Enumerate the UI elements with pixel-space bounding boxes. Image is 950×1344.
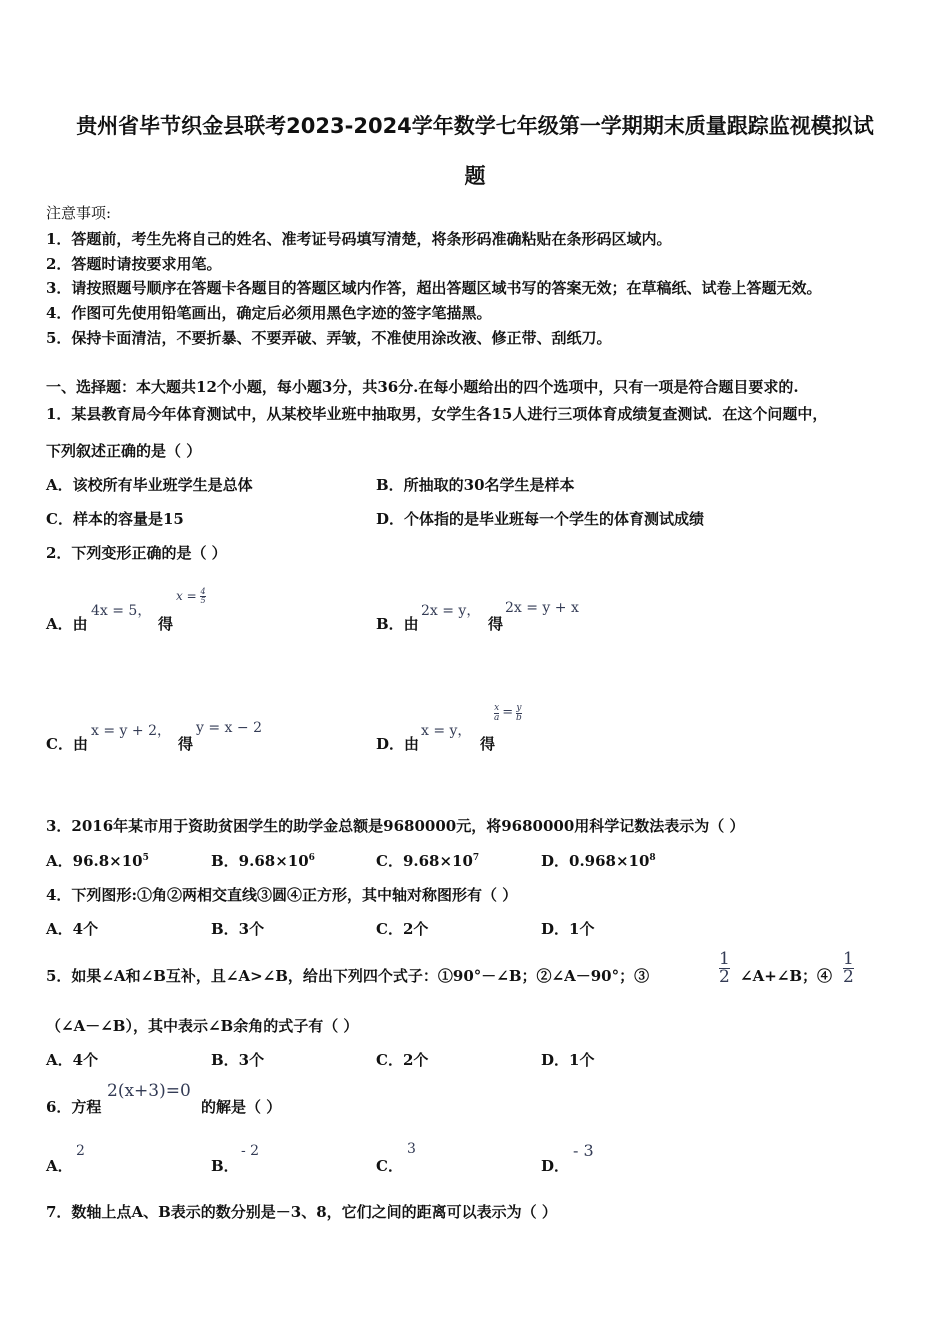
question-6-stem-suffix: 的解是（ ）: [201, 1098, 282, 1116]
question-6-stem-prefix: 6．方程: [46, 1098, 102, 1116]
q4-option-a: A．4个: [46, 920, 99, 938]
q5-option-a: A．4个: [46, 1051, 99, 1069]
page-title-continued: 题: [464, 164, 486, 188]
q2-option-d-equation: x = y，: [421, 723, 472, 739]
note-item-1: 1．答题前，考生先将自己的姓名、准考证号码填写清楚，将条形码准确粘贴在条形码区域内。: [46, 230, 672, 248]
q2-option-a-de: 得: [158, 615, 174, 633]
q6-option-c-value: 3: [407, 1141, 416, 1157]
note-item-4: 4．作图可先使用铅笔画出，确定后必须用黑色字迹的签字笔描黑。: [46, 304, 492, 322]
q6-option-d-label: D．: [541, 1157, 570, 1175]
q2-option-a-result: [176, 588, 206, 605]
q2-option-a-equation: 4x = 5，: [91, 603, 152, 619]
q3-option-a: A．$96.8\times 10^5$: [46, 852, 149, 870]
q2-option-b-prefix: B．由: [376, 615, 419, 633]
question-5-stem-cont: （∠A－∠B），其中表示∠B余角的式子有（ ）: [46, 1017, 359, 1035]
note-item-5: 5．保持卡面清洁，不要折暴、不要弄破、弄皱，不准使用涂改液、修正带、刮纸刀。: [46, 329, 612, 347]
fraction-denominator: 2: [843, 967, 854, 987]
q4-option-d: D．1个: [541, 920, 595, 938]
q6-option-b-label: B．: [211, 1157, 239, 1175]
fraction-numerator: y: [516, 703, 522, 713]
q6-option-a-label: A．: [46, 1157, 73, 1175]
q5-option-c: C．2个: [376, 1051, 429, 1069]
q5-option-b: B．3个: [211, 1051, 265, 1069]
q5-half-fraction-1: [719, 951, 730, 986]
q4-option-c: C．2个: [376, 920, 429, 938]
fraction-numerator: 1: [843, 949, 854, 969]
question-1-stem: 1．某县教育局今年体育测试中，从某校毕业班中抽取男，女学生各15人进行三项体育成绩复查测试．在这个问题中，: [46, 405, 828, 423]
q4-option-b: B．3个: [211, 920, 265, 938]
q2-option-b-result: 2x = y + x: [505, 600, 579, 616]
q6-equation: 2(x+3)=0: [107, 1081, 191, 1101]
page-title: 贵州省毕节织金县联考2023-2024学年数学七年级第一学期期末质量跟踪监视模拟试: [76, 114, 874, 138]
question-5-stem-part2: ∠A+∠B；④: [740, 967, 833, 985]
equals-sign: =: [502, 705, 514, 720]
question-4-stem: 4．下列图形:①角②两相交直线③圆④正方形，其中轴对称图形有（ ）: [46, 886, 518, 904]
section-heading: 一、选择题：本大题共12个小题，每小题3分，共36分.在每小题给出的四个选项中，只有一项是符合题目要求的.: [46, 378, 799, 396]
q1-option-d: D．个体指的是毕业班每一个学生的体育测试成绩: [376, 510, 705, 528]
note-item-3: 3．请按照题号顺序在答题卡各题目的答题区域内作答，超出答题区域书写的答案无效；在草稿纸、试卷上答题无效。: [46, 279, 822, 297]
q2-option-a-fraction: [200, 588, 205, 605]
fraction-denominator: 5: [200, 596, 206, 605]
q1-option-a: A．该校所有毕业班学生是总体: [46, 476, 253, 494]
q2-option-d-fraction-left: [494, 704, 499, 723]
question-5-stem: 5．如果∠A和∠B互补，且∠A>∠B，给出下列四个式子：①90°－∠B；②∠A－90°；③: [46, 967, 650, 985]
fraction-numerator: 1: [719, 949, 730, 969]
fraction-numerator: 4: [200, 587, 206, 596]
notes-heading: 注意事项:: [46, 204, 112, 222]
question-2-stem: 2．下列变形正确的是（ ）: [46, 544, 227, 562]
question-1-stem-cont: 下列叙述正确的是（ ）: [46, 442, 202, 460]
q1-option-c: C．样本的容量是15: [46, 510, 184, 528]
q6-option-b-value: - 2: [241, 1143, 260, 1159]
question-3-stem: 3．2016年某市用于资助贫困学生的助学金总额是9680000元，将9680000用科学记数法表示为（ ）: [46, 817, 745, 835]
q6-option-c-label: C．: [376, 1157, 403, 1175]
question-7-stem: 7．数轴上点A、B表示的数分别是－3、8，它们之间的距离可以表示为（ ）: [46, 1203, 557, 1221]
note-item-2: 2．答题时请按要求用笔。: [46, 255, 222, 273]
q2-option-b-de: 得: [488, 615, 504, 633]
q3-option-d: D．$0.968\times 10^8$: [541, 852, 656, 870]
q2-option-c-prefix: C．由: [46, 735, 88, 753]
q2-option-a-x: x =: [176, 589, 197, 603]
fraction-numerator: x: [494, 703, 500, 713]
q2-option-c-equation: x = y + 2，: [91, 723, 171, 739]
q2-option-d-de: 得: [480, 735, 496, 753]
fraction-denominator: a: [494, 713, 500, 723]
q2-option-b-equation: 2x = y，: [421, 603, 481, 619]
q2-option-c-result: y = x − 2: [196, 720, 262, 736]
q3-option-b: B．$9.68\times 10^6$: [211, 852, 315, 870]
q2-option-d-result: [494, 704, 522, 723]
q2-option-c-de: 得: [178, 735, 194, 753]
fraction-denominator: 2: [719, 967, 730, 987]
q2-option-a-prefix: A．由: [46, 615, 88, 633]
q2-option-d-fraction-right: [516, 704, 522, 723]
q3-option-c: C．$9.68\times 10^7$: [376, 852, 480, 870]
q6-option-a-value: 2: [76, 1143, 85, 1159]
q1-option-b: B．所抽取的30名学生是样本: [376, 476, 575, 494]
q5-option-d: D．1个: [541, 1051, 595, 1069]
q2-option-d-prefix: D．由: [376, 735, 420, 753]
q5-half-fraction-2: [843, 951, 854, 986]
q6-option-d-value: - 3: [573, 1141, 594, 1160]
fraction-denominator: b: [516, 713, 522, 723]
